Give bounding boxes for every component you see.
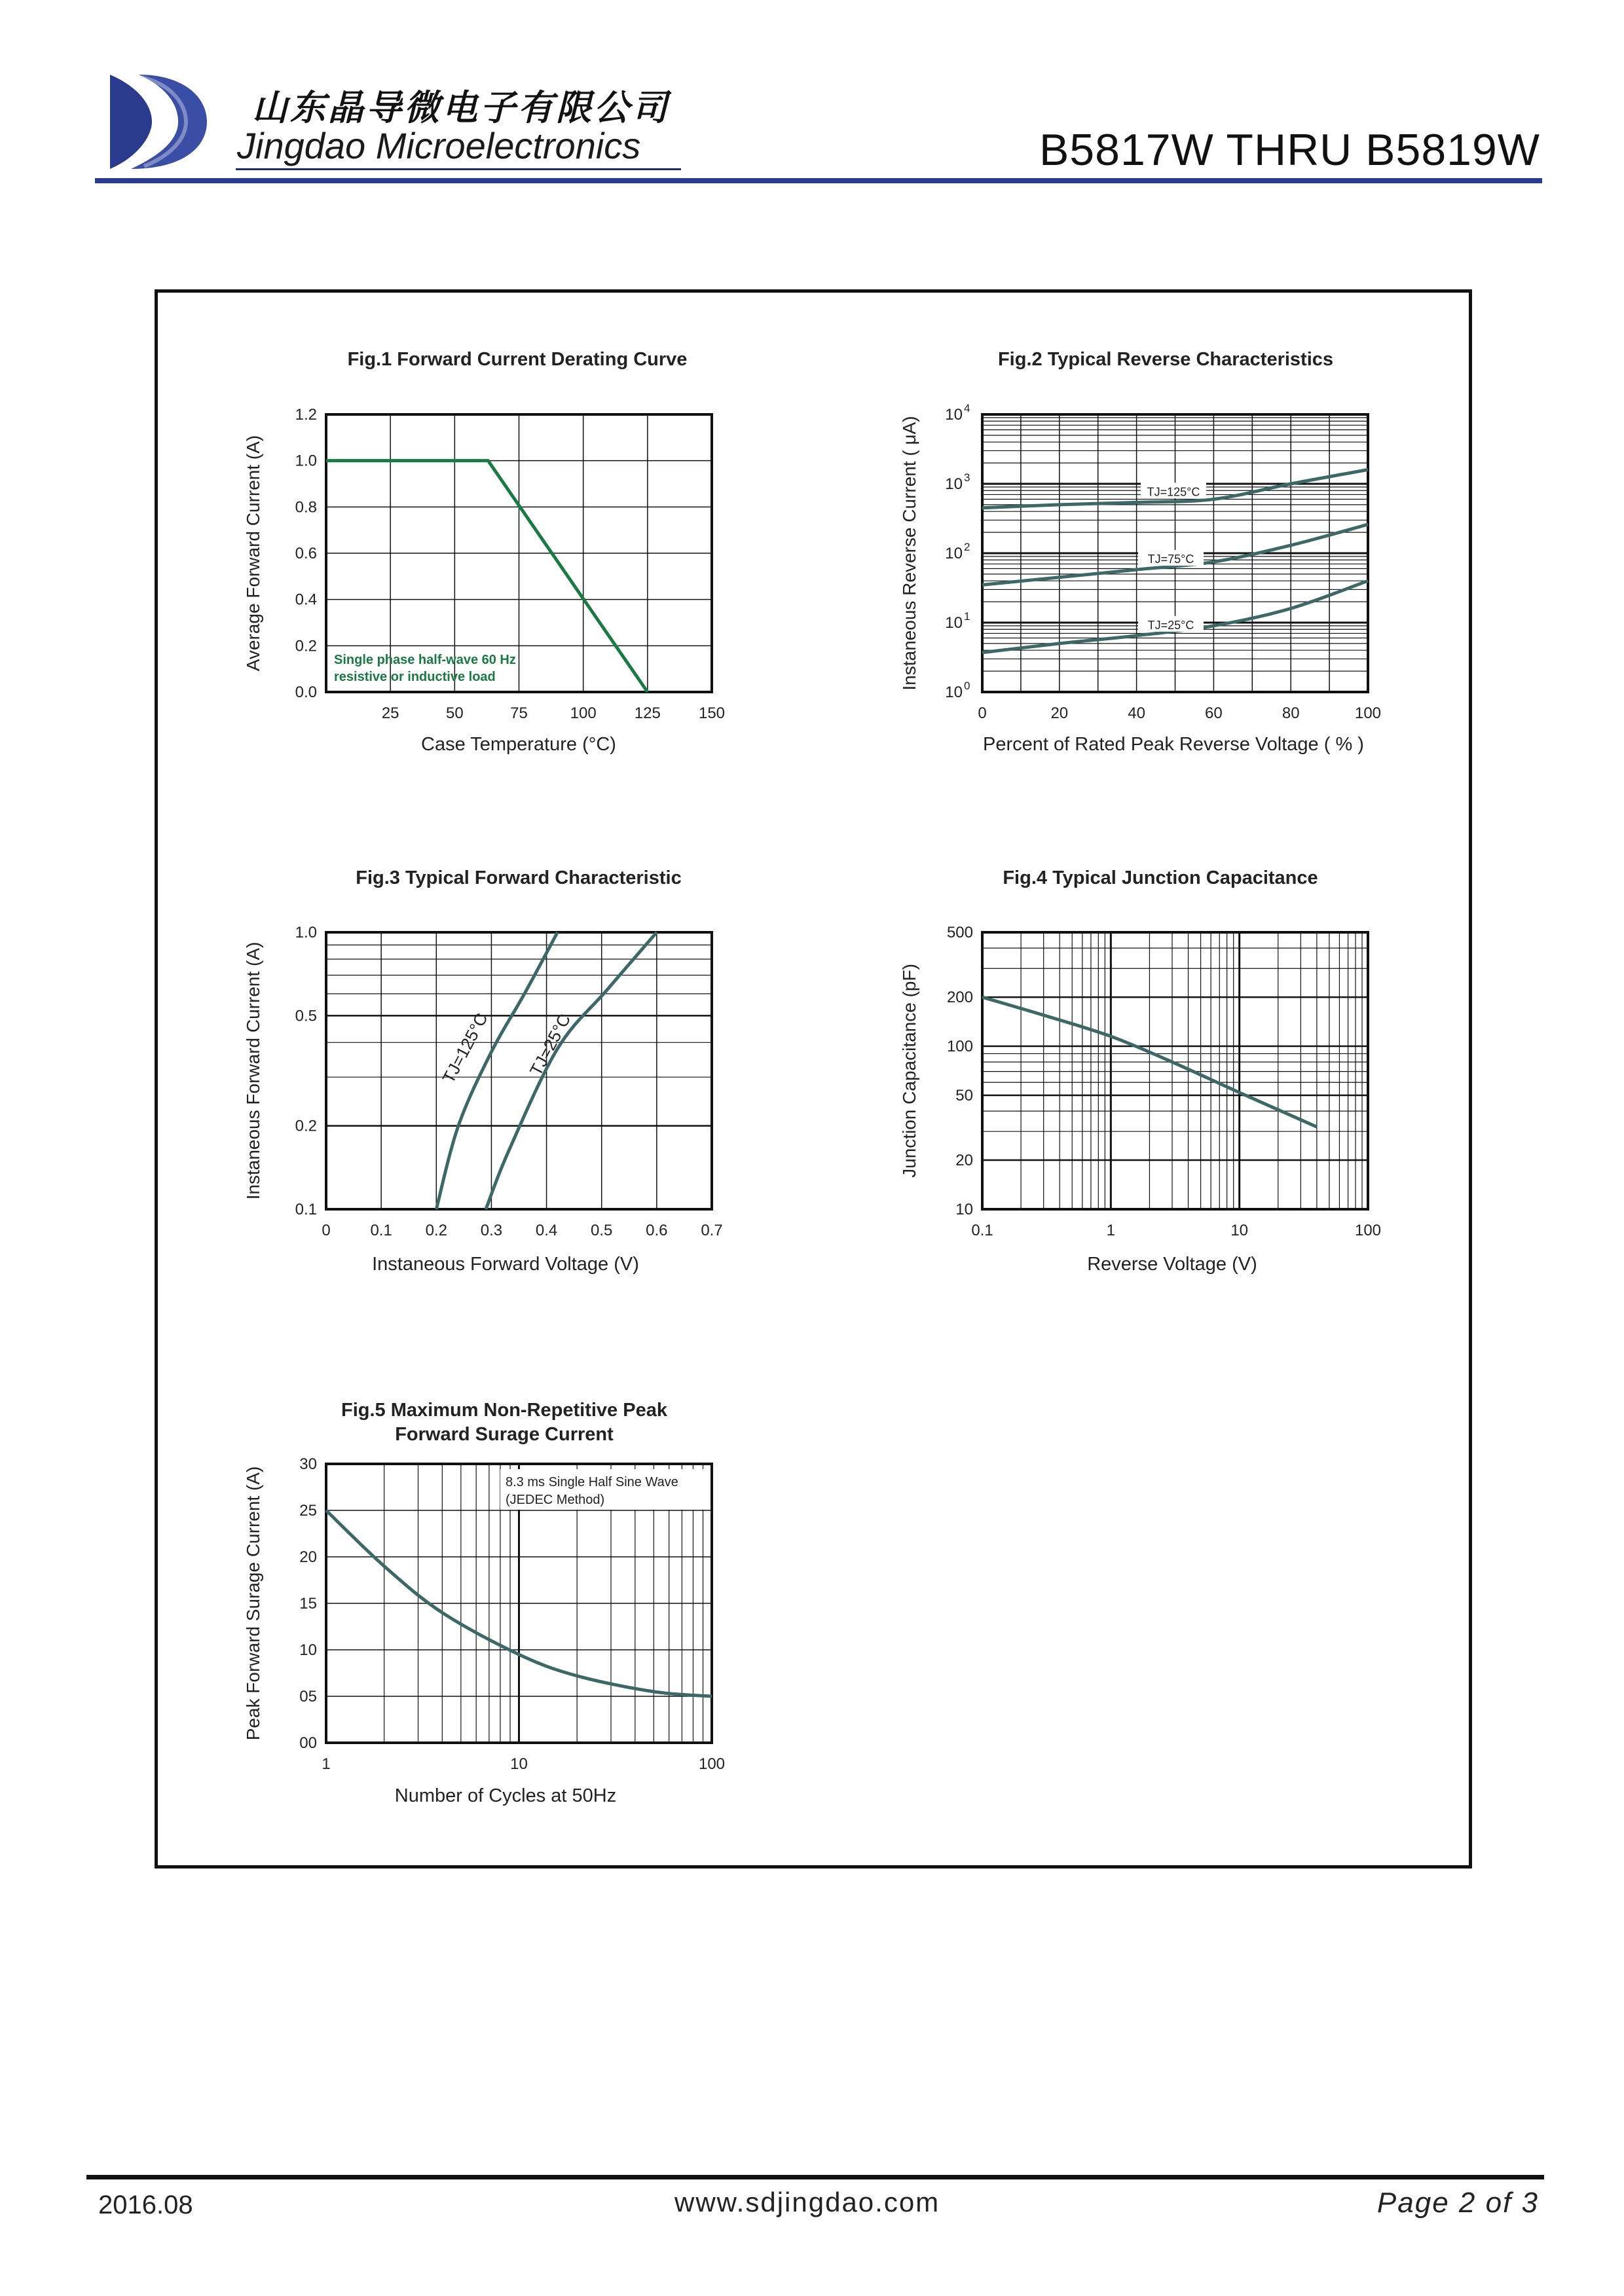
y-axis-label: Instaneous Forward Current (A)	[243, 941, 263, 1200]
y-axis-label: Junction Capacitance (pF)	[899, 964, 919, 1178]
y-tick-label: 0.4	[295, 591, 317, 609]
x-tick-label: 25	[381, 704, 399, 722]
y-tick-label: 15	[299, 1595, 317, 1613]
x-tick-label: 100	[570, 704, 597, 722]
x-axis-label: Case Temperature (°C)	[421, 734, 616, 755]
chart-annotation: 8.3 ms Single Half Sine Wave	[506, 1475, 678, 1489]
x-tick-label: 100	[1354, 704, 1382, 722]
y-tick-label: 0.2	[295, 637, 317, 655]
chart-title: Fig.3 Typical Forward Characteristic	[356, 867, 682, 888]
x-tick-label: 150	[698, 704, 726, 722]
x-tick-label: 0.5	[591, 1222, 613, 1239]
y-tick-exponent: 1	[964, 610, 970, 623]
y-tick-label: 10	[955, 1201, 973, 1218]
footer-rule	[86, 2175, 1544, 2179]
x-tick-label: 0	[322, 1222, 331, 1239]
y-tick-label: 0.8	[295, 498, 317, 517]
y-tick-label: 10	[945, 614, 963, 632]
chart-title: Fig.1 Forward Current Derating Curve	[347, 349, 688, 370]
y-tick-label: 10	[945, 475, 963, 493]
chart-annotation: Single phase half-wave 60 Hz	[334, 653, 516, 667]
y-tick-exponent: 3	[964, 471, 970, 484]
x-tick-label: 20	[1050, 704, 1069, 722]
y-tick-label: 50	[955, 1086, 973, 1104]
x-tick-label: 125	[634, 704, 661, 722]
footer-page-number: Page 2 of 3	[1376, 2187, 1539, 2219]
x-tick-label: 0.4	[535, 1222, 558, 1239]
y-tick-label: 1.0	[295, 452, 317, 470]
chart-title: Fig.5 Maximum Non-Repetitive Peak	[341, 1400, 667, 1421]
y-tick-exponent: 4	[964, 402, 970, 414]
company-name-chinese: 山东晶导微电子有限公司	[252, 88, 670, 128]
y-tick-label: 10	[299, 1641, 317, 1659]
y-tick-label: 1.0	[295, 924, 317, 941]
x-axis-label: Number of Cycles at 50Hz	[394, 1785, 617, 1806]
y-tick-label: 25	[299, 1502, 317, 1520]
y-tick-label: 0.2	[295, 1117, 317, 1135]
x-tick-label: 1	[1106, 1222, 1116, 1239]
y-tick-label: 0.5	[295, 1007, 317, 1025]
chart-title: Fig.2 Typical Reverse Characteristics	[997, 349, 1334, 370]
x-axis-label: Instaneous Forward Voltage (V)	[372, 1254, 639, 1275]
y-axis-label: Average Forward Current (A)	[243, 435, 263, 672]
x-tick-label: 0.2	[425, 1222, 447, 1239]
x-tick-label: 1	[322, 1755, 331, 1773]
forward-current-curve	[486, 932, 657, 1209]
x-tick-label: 10	[1230, 1222, 1249, 1239]
series-label: TJ=125°C	[438, 1010, 492, 1087]
y-tick-exponent: 0	[964, 680, 970, 692]
company-name-english: Jingdao Microelectronics	[237, 125, 641, 166]
series-label: TJ=25°C	[525, 1010, 575, 1079]
y-tick-label: 00	[299, 1734, 317, 1752]
x-tick-label: 100	[698, 1755, 726, 1773]
x-tick-label: 50	[445, 704, 464, 722]
y-tick-label: 500	[946, 924, 973, 941]
y-tick-label: 200	[946, 989, 973, 1007]
x-tick-label: 0.3	[480, 1222, 503, 1239]
y-tick-label: 20	[299, 1548, 317, 1566]
y-axis-label: Instaneous Reverse Current ( μA)	[899, 416, 919, 691]
series-label: TJ=75°C	[1147, 553, 1194, 566]
plot-border	[326, 932, 712, 1209]
y-tick-label: 10	[945, 683, 963, 701]
series-label: TJ=25°C	[1147, 618, 1194, 632]
x-tick-label: 0	[978, 704, 987, 722]
y-tick-label: 0.1	[295, 1201, 317, 1218]
plot-border	[982, 932, 1368, 1209]
chart-annotation: resistive or inductive load	[334, 670, 496, 684]
x-tick-label: 75	[510, 704, 528, 722]
x-tick-label: 0.1	[370, 1222, 392, 1239]
fig2-reverse-characteristics-chart	[899, 349, 1381, 755]
x-tick-label: 60	[1205, 704, 1223, 722]
x-tick-label: 80	[1282, 704, 1300, 722]
x-tick-label: 10	[510, 1755, 528, 1773]
x-axis-label: Percent of Rated Peak Reverse Voltage ( % )	[983, 734, 1364, 755]
chart-title: Forward Surage Current	[395, 1424, 614, 1445]
x-tick-label: 100	[1354, 1222, 1382, 1239]
y-tick-label: 0.6	[295, 545, 317, 562]
y-tick-exponent: 2	[964, 541, 970, 553]
fig5-surge-current-chart	[243, 1400, 725, 1806]
y-tick-label: 20	[955, 1152, 973, 1170]
x-tick-label: 40	[1128, 704, 1145, 722]
y-tick-label: 100	[946, 1038, 973, 1056]
y-tick-label: 10	[945, 545, 963, 562]
y-tick-label: 0.0	[295, 683, 317, 701]
fig4-junction-capacitance-chart	[899, 867, 1381, 1275]
y-axis-label: Peak Forward Surage Current (A)	[243, 1466, 263, 1741]
y-tick-label: 10	[945, 406, 963, 424]
y-tick-label: 05	[299, 1688, 317, 1705]
x-tick-label: 0.1	[971, 1222, 993, 1239]
chart-annotation: (JEDEC Method)	[506, 1493, 605, 1507]
chart-title: Fig.4 Typical Junction Capacitance	[1003, 867, 1318, 888]
fig1-forward-derating-chart	[243, 349, 725, 755]
y-tick-label: 30	[299, 1455, 317, 1473]
x-tick-label: 0.7	[701, 1222, 723, 1239]
x-axis-label: Reverse Voltage (V)	[1087, 1254, 1257, 1275]
footer-url[interactable]: www.sdjingdao.com	[674, 2187, 940, 2217]
fig3-forward-characteristic-chart	[243, 867, 723, 1275]
part-number-title: B5817W THRU B5819W	[1039, 125, 1540, 175]
y-tick-label: 1.2	[295, 406, 317, 424]
series-label: TJ=125°C	[1147, 485, 1200, 499]
footer-date: 2016.08	[98, 2191, 193, 2219]
x-tick-label: 0.6	[646, 1222, 668, 1239]
